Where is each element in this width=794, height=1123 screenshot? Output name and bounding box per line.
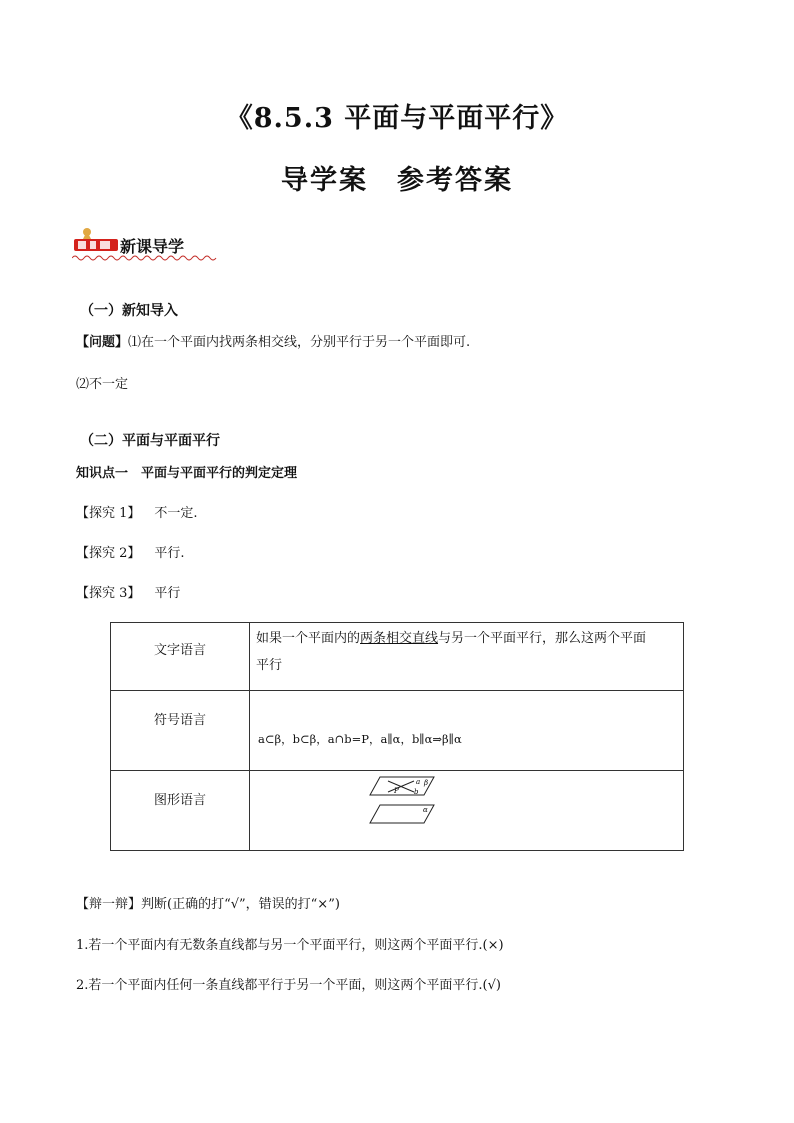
debate-item-2: 2.若一个平面内任何一条直线都平行于另一个平面，则这两个平面平行.(√): [76, 978, 501, 993]
explore-answer: 不一定.: [154, 506, 198, 521]
explore-tag: 【探究 2】: [76, 546, 141, 561]
symbol-formula: a⊂β，b⊂β，a∩b=P，a∥α，b∥α⇒β∥α: [258, 732, 462, 746]
theorem-table: [110, 622, 684, 851]
table-row: [111, 771, 684, 851]
explore-tag: 【探究 3】: [76, 586, 141, 601]
question-answer-2: ⑵不一定: [76, 377, 129, 392]
label-a: a: [416, 778, 421, 786]
doc-title: 《8.5.3 平面与平面平行》: [225, 103, 569, 134]
row-label-figure-language: 图形语言: [111, 771, 250, 851]
section-ribbon-icon: [72, 226, 120, 256]
debate-intro: [76, 893, 340, 912]
label-b: b: [414, 788, 419, 796]
table-row: [111, 623, 684, 691]
debate-instruction: 判断(正确的打“√”，错误的打“×”): [141, 897, 340, 912]
debate-item-1: 1.若一个平面内有无数条直线都与另一个平面平行，则这两个平面平行.(×): [76, 938, 504, 953]
text-language-content: 如果一个平面内的两条相交直线与另一个平面平行，那么这两个平面 平行: [250, 623, 684, 691]
knowledge-point-title: 知识点一 平面与平面平行的判定定理: [76, 466, 298, 481]
question-answer-1: ⑴在一个平面内找两条相交线，分别平行于另一个平面即可.: [128, 335, 471, 350]
doc-subtitle: 导学案 参考答案: [281, 165, 513, 196]
section-header: [72, 226, 222, 262]
explore-item-2: [76, 542, 185, 561]
figure-language-content: [250, 771, 684, 851]
row-label-symbol-language: 符号语言: [111, 691, 250, 771]
explore-item-3: [76, 582, 180, 601]
row-label-text-language: 文字语言: [111, 623, 250, 691]
question-tag: 【问题】: [76, 335, 129, 350]
section-header-label: 新课导学: [120, 237, 185, 256]
label-beta: β: [424, 779, 429, 787]
explore-tag: 【探究 1】: [76, 506, 141, 521]
part2-heading: （二）平面与平面平行: [80, 433, 220, 449]
symbol-language-content: [250, 691, 684, 771]
wavy-underline: [72, 254, 218, 262]
explore-item-1: [76, 502, 198, 521]
label-alpha: α: [423, 806, 428, 814]
debate-tag: 【辩一辩】: [76, 897, 142, 912]
explore-answer: 平行.: [154, 546, 185, 561]
part1-question: [76, 331, 470, 350]
label-P: P: [394, 787, 399, 795]
explore-answer: 平行: [154, 586, 181, 601]
table-row: [111, 691, 684, 771]
parallel-planes-figure: [368, 775, 468, 831]
part1-heading: （一）新知导入: [80, 303, 178, 319]
underlined-key-phrase: 两条相交直线: [360, 631, 439, 646]
